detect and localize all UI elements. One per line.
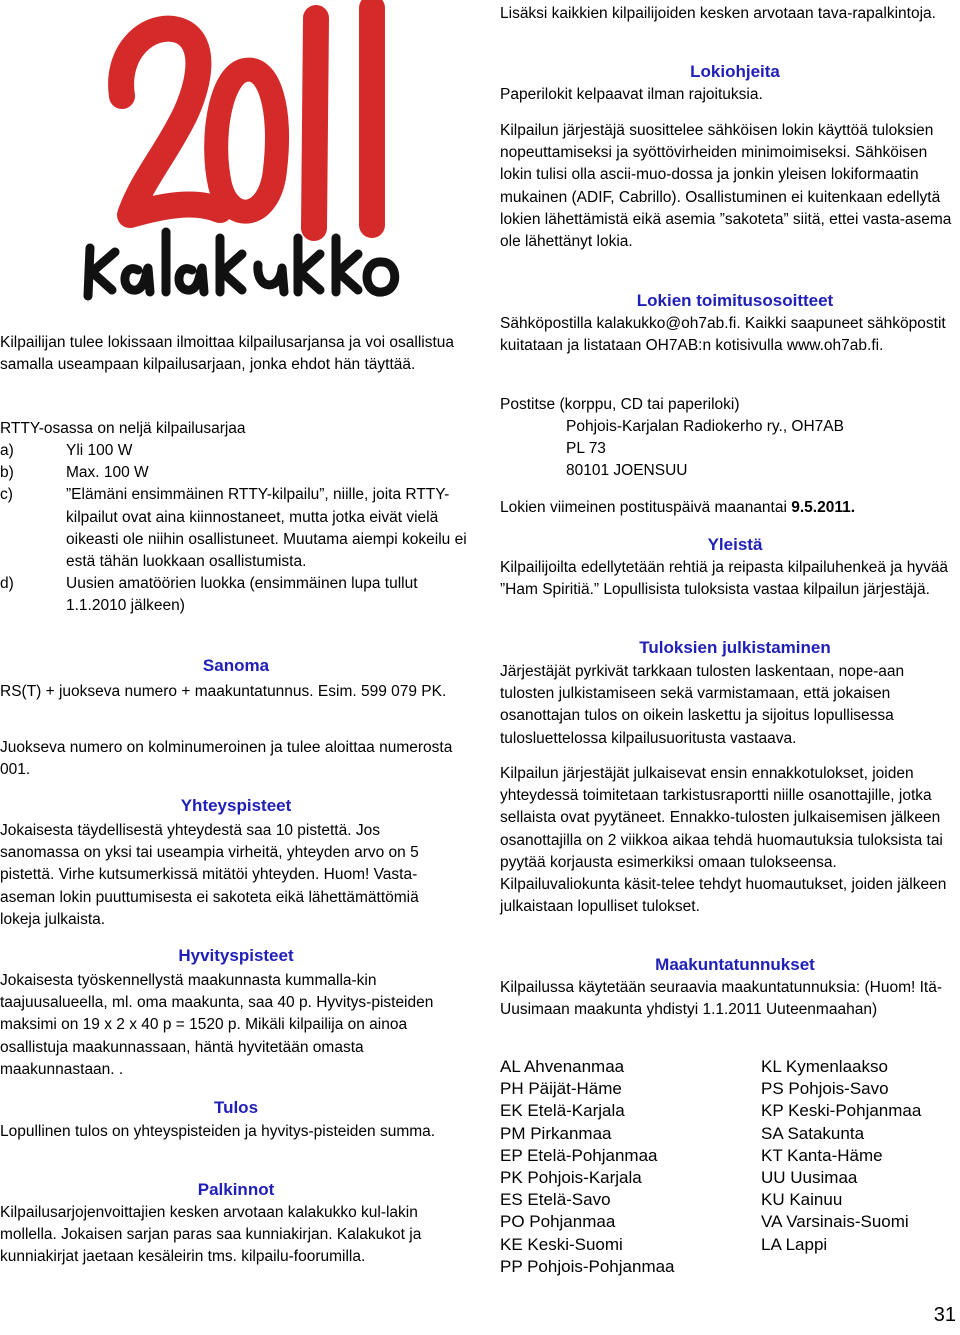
tulos-text: Lopullinen tulos on yhteyspisteiden ja hyvitys-pisteiden summa. — [0, 1123, 436, 1140]
list-item: VA Varsinais-Suomi — [761, 1212, 909, 1232]
top-text: Lisäksi kaikkien kilpailijoiden kesken arvotaan tava-rapalkintoja. — [500, 5, 936, 22]
list-item: PH Päijät-Häme — [500, 1079, 622, 1099]
list-item: SA Satakunta — [761, 1123, 865, 1143]
yhteyspisteet-heading: Yhteyspisteet — [180, 796, 292, 815]
list-item: PS Pohjois-Savo — [761, 1079, 889, 1099]
postal-address — [566, 416, 844, 483]
yleista-heading: Yleistä — [707, 535, 763, 554]
julkistaminen-text-2: Kilpailun järjestäjät julkaisevat ensin ennakkotulokset, joiden yhteydessä toimitetaan tarkistusraportti niille osanottajille, jotka sellaista ovat pyytäneet. Ennakko-tulosten julkaisemisen jälkeen osanottajilla on 2 viikkoa aikaa tehdä huomautuksia tuloksista tai pyytää korjausta esimerkiksi omaan tulokseensa. Kilpailuvaliokunta käsit-telee tehdyt huomautukset, joiden jälkeen julkaistaan lopulliset tulokset. — [500, 765, 947, 916]
deadline-date: 9.5.2011. — [791, 499, 856, 516]
list-item: ES Etelä-Savo — [500, 1190, 611, 1210]
list-item: KT Kanta-Häme — [761, 1145, 883, 1165]
intro-paragraph: Kilpailijan tulee lokissaan ilmoittaa kilpailusarjansa ja voi osallistua samalla useampaan kilpailusarjaan, jonka ehdot hän täyttää. — [0, 334, 455, 374]
tuloksien-julkistaminen-heading: Tuloksien julkistaminen — [639, 638, 831, 657]
list-item: PO Pohjanmaa — [500, 1212, 616, 1232]
page-number: 31 — [933, 1304, 956, 1326]
kalakukko-2011-logo — [70, 0, 400, 310]
rtty-intro: RTTY-osassa on neljä kilpailusarjaa — [0, 420, 246, 437]
logo-graphic — [70, 0, 400, 310]
list-item: KU Kainuu — [761, 1190, 843, 1210]
maakuntatunnukset-text: Kilpailussa käytetään seuraavia maakuntatunnuksia: (Huom! Itä-Uusimaan maakunta yhdistyi 1.1.2011 Uuteenmaahan) — [500, 979, 942, 1019]
email-text: Sähköpostilla kalakukko@oh7ab.fi. Kaikki saapuneet sähköpostit kuitataan ja listataan OH7AB:n kotisivulla www.oh7ab.fi. — [500, 315, 946, 355]
list-item: d) Uusien amatöörien luokka (ensimmäinen lupa tullut 1.1.2010 jälkeen) — [0, 575, 418, 615]
class-list — [0, 440, 470, 618]
list-item: LA Lappi — [761, 1234, 828, 1254]
palkinnot-heading: Palkinnot — [197, 1180, 275, 1199]
maakuntatunnukset-heading: Maakuntatunnukset — [655, 955, 815, 974]
yleista-text: Kilpailijoilta edellytetään rehtiä ja reipasta kilpailuhenkeä ja hyvää ”Ham Spiritiä.” Lopullisista tuloksista vastaa kilpailun järjestäjä. — [500, 559, 949, 599]
list-item: PP Pohjois-Pohjanmaa — [500, 1256, 675, 1276]
tulos-heading: Tulos — [213, 1098, 259, 1117]
list-item: c) ”Elämäni ensimmäinen RTTY-kilpailu”, niille, joita RTTY-kilpailut ovat aina kiinnostaneet, mutta jotka eivät vielä oikeasti ole niihin osallistuneet. Muutama aiempi kokeilu ei estä tähän luokkaan osallistumista. — [0, 486, 467, 571]
lokiohjeita-heading: Lokiohjeita — [690, 62, 780, 81]
list-item: AL Ahvenanmaa — [500, 1057, 625, 1076]
hyvityspisteet-heading: Hyvityspisteet — [178, 946, 294, 965]
sanoma-heading: Sanoma — [202, 656, 270, 675]
sanoma-text: RS(T) + juokseva numero + maakuntatunnus. Esim. 599 079 PK. — [0, 683, 447, 700]
hyvityspisteet-text: Jokaisesta työskennellystä maakunnasta kummalla-kin taajuusalueella, ml. oma maakunta, saa 40 p. Hyvitys-pisteiden maksimi on 19 x 2 x 40 p = 1520 p. Mikäli kilpailija on ainoa osallistuja maakunnassaan, häntä hyvitetään omasta maakunnastaan. . — [0, 972, 434, 1078]
list-item: KP Keski-Pohjanmaa — [761, 1101, 922, 1121]
post-intro: Postitse (korppu, CD tai paperiloki) — [500, 396, 740, 413]
list-item: b) Max. 100 W — [0, 464, 149, 482]
julkistaminen-text-1: Järjestäjät pyrkivät tarkkaan tulosten laskentaan, nope-aan tulosten julkistamiseen sekä varmistamaan, että jokaisen osanottajan tulos on oikein laskettu ja sijoitus lopullisessa tulosluettelossa kilpailusuoritusta vastaava. — [500, 663, 905, 747]
list-item: KL Kymenlaakso — [761, 1057, 888, 1076]
palkinnot-text: Kilpailusarjojenvoittajien kesken arvotaan kalakukko kul-lakin mollella. Jokaisen sarjan paras saa kunniakirjan. Kalakukot ja kunniakirjat jaetaan kesäleirin tms. kilpailu-foorumilla. — [0, 1204, 422, 1266]
sanoma-text-2: Juokseva numero on kolminumeroinen ja tulee aloittaa numerosta 001. — [0, 739, 453, 779]
list-item: PK Pohjois-Karjala — [500, 1168, 642, 1187]
toimitusosoitteet-heading: Lokien toimitusosoitteet — [636, 291, 834, 310]
list-item: PM Pirkanmaa — [500, 1123, 612, 1143]
address-line: Pohjois-Karjalan Radiokerho ry., OH7AB — [566, 418, 844, 435]
list-item: a) Yli 100 W — [0, 442, 133, 459]
loki-text-2: Kilpailun järjestäjä suosittelee sähköisen lokin käyttöä tuloksien nopeuttamiseksi ja syöttövirheiden minimoimiseksi. Sähköisen lokin tulisi olla ascii-muo-dossa ja jonkin yleisen lokiformaatin mukainen (ADIF, Cabrillo). Osallistuminen ei kuitenkaan edellytä lokien lähettämistä eikä asemia ”sakoteta” siitä, ettei vasta-asema ole lähettänyt lokia. — [500, 122, 952, 251]
list-item: EK Etelä-Karjala — [500, 1101, 625, 1121]
deadline-text: Lokien viimeinen postituspäivä maanantai 9.5.2011. — [500, 499, 856, 516]
loki-text-1: Paperilokit kelpaavat ilman rajoituksia. — [500, 86, 763, 103]
yhteyspisteet-text: Jokaisesta täydellisestä yhteydestä saa 10 pistettä. Jos sanomassa on yksi tai useampia virheitä, yhteyden arvo on 5 pistettä. Virhe kutsumerkissä mitätöi yhteyden. Huom! Vasta-aseman lokin puuttumisesta ei sakoteta eikä lähettämättömiä lokeja julkaista. — [0, 822, 419, 928]
address-line: PL 73 — [566, 440, 606, 458]
list-item: UU Uusimaa — [761, 1168, 858, 1187]
list-item: KE Keski-Suomi — [500, 1234, 623, 1254]
list-item: EP Etelä-Pohjanmaa — [500, 1145, 658, 1165]
address-line: 80101 JOENSUU — [566, 462, 688, 480]
